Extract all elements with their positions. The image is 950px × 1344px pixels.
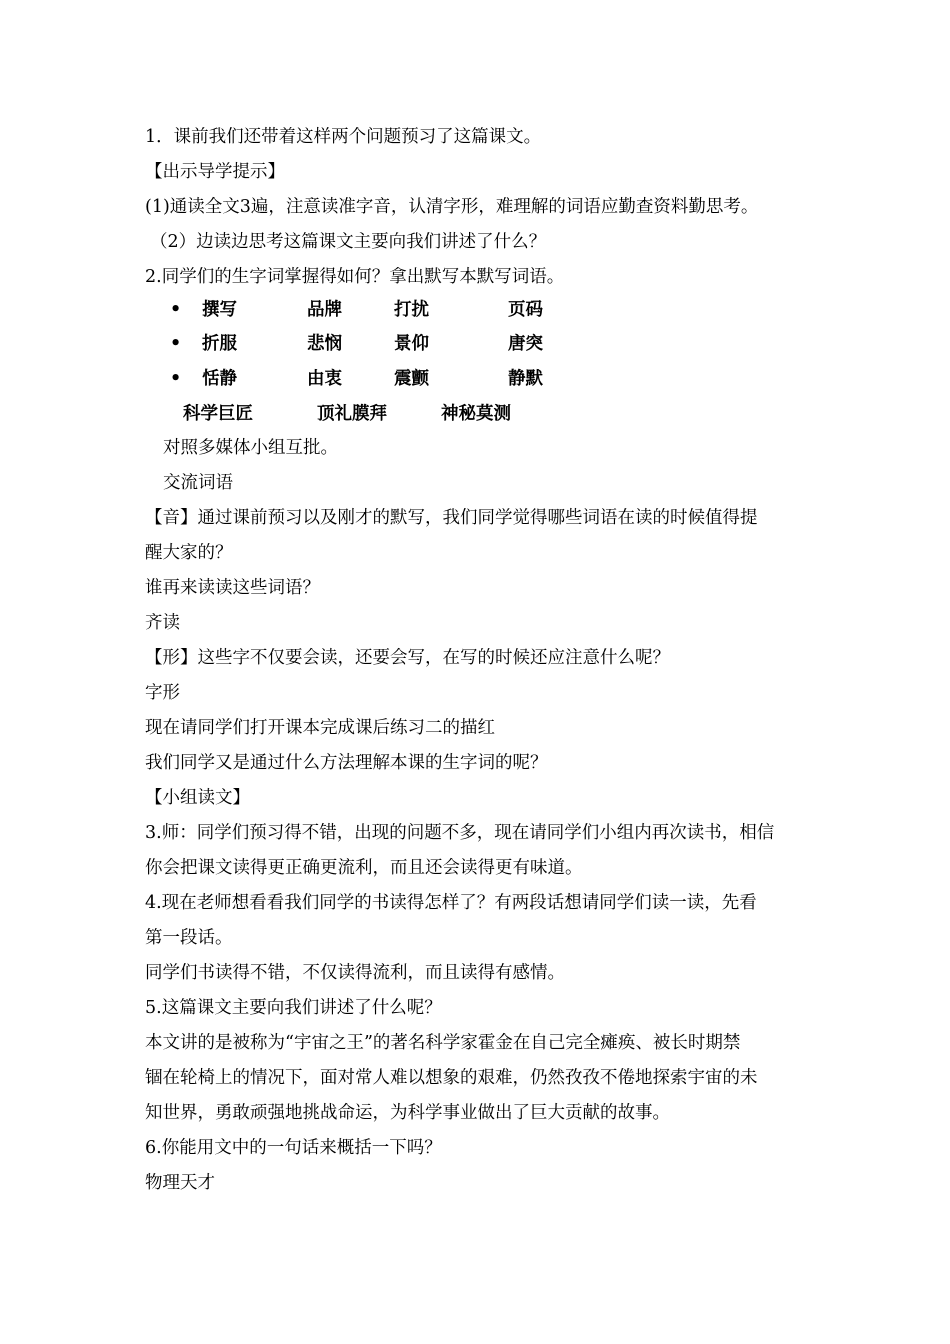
guide-tip-1: (1)通读全文3遍，注意读准字音，认清字形，难理解的词语应勤查资料勤思考。 [145,197,759,217]
vocab-word: 页码 [508,300,543,320]
paragraph-step-5: 5.这篇课文主要向我们讲述了什么呢？ [145,998,442,1018]
paragraph-step-3: 3.师：同学们预习得不错，出现的问题不多，现在请同学们小组内再次读书，相信 [145,823,775,843]
paragraph-physics-genius: 物理天才 [145,1173,215,1193]
paragraph-preview-intro: 1．课前我们还带着这样两个问题预习了这篇课文。 [145,127,542,147]
vocab-word: 撰写 [202,300,237,320]
vocab-word: 悲悯 [307,334,342,354]
paragraph-peer-check: 对照多媒体小组互批。 [163,438,338,458]
paragraph-tracing: 现在请同学们打开课本完成课后练习二的描红 [145,718,495,738]
paragraph-praise: 同学们书读得不错，不仅读得流利，而且读得有感情。 [145,963,565,983]
vocab-phrase: 科学巨匠 [183,404,253,424]
bullet-icon: • [170,369,182,389]
paragraph-step-3-cont: 你会把课文读得更正确更流利，而且还会读得更有味道。 [145,858,583,878]
bullet-icon: • [170,334,182,354]
paragraph-read-together: 齐读 [145,613,180,633]
vocab-word: 品牌 [307,300,342,320]
paragraph-step-4: 4.现在老师想看看我们同学的书读得怎样了？有两段话想请同学们读一读，先看 [145,893,757,913]
vocab-word: 静默 [508,369,543,389]
paragraph-summary-3: 知世界，勇敢顽强地挑战命运，为科学事业做出了巨大贡献的故事。 [145,1103,670,1123]
paragraph-dictation: 2.同学们的生字词掌握得如何？拿出默写本默写词语。 [145,267,565,287]
vocab-word: 折服 [202,334,237,354]
vocab-word: 恬静 [202,369,237,389]
paragraph-summary-2: 锢在轮椅上的情况下，面对常人难以想象的艰难，仍然孜孜不倦地探索宇宙的未 [145,1068,758,1088]
heading-guide-tips: 【出示导学提示】 [145,162,285,182]
paragraph-summary-1: 本文讲的是被称为“宇宙之王”的著名科学家霍金在自己完全瘫痪、被长时期禁 [145,1033,741,1053]
guide-tip-2: （2）边读边思考这篇课文主要向我们讲述了什么？ [150,232,547,252]
paragraph-pronunciation-cont: 醒大家的？ [145,543,233,563]
vocab-word: 由衷 [307,369,342,389]
paragraph-step-6: 6.你能用文中的一句话来概括一下吗？ [145,1138,442,1158]
paragraph-shape: 【形】这些字不仅要会读，还要会写，在写的时候还应注意什么呢？ [145,648,670,668]
bullet-icon: • [170,300,182,320]
paragraph-pronunciation: 【音】通过课前预习以及刚才的默写，我们同学觉得哪些词语在读的时候值得提 [145,508,758,528]
paragraph-read-again: 谁再来读读这些词语？ [145,578,320,598]
vocab-word: 打扰 [394,300,429,320]
vocab-word: 震颤 [394,369,429,389]
paragraph-exchange: 交流词语 [163,473,233,493]
paragraph-glyph: 字形 [145,683,180,703]
vocab-word: 唐突 [508,334,543,354]
paragraph-method: 我们同学又是通过什么方法理解本课的生字词的呢？ [145,753,548,773]
vocab-phrase: 顶礼膜拜 [317,404,387,424]
vocab-phrase: 神秘莫测 [441,404,511,424]
paragraph-step-4-cont: 第一段话。 [145,928,233,948]
heading-group-reading: 【小组读文】 [145,788,250,808]
vocab-word: 景仰 [394,334,429,354]
